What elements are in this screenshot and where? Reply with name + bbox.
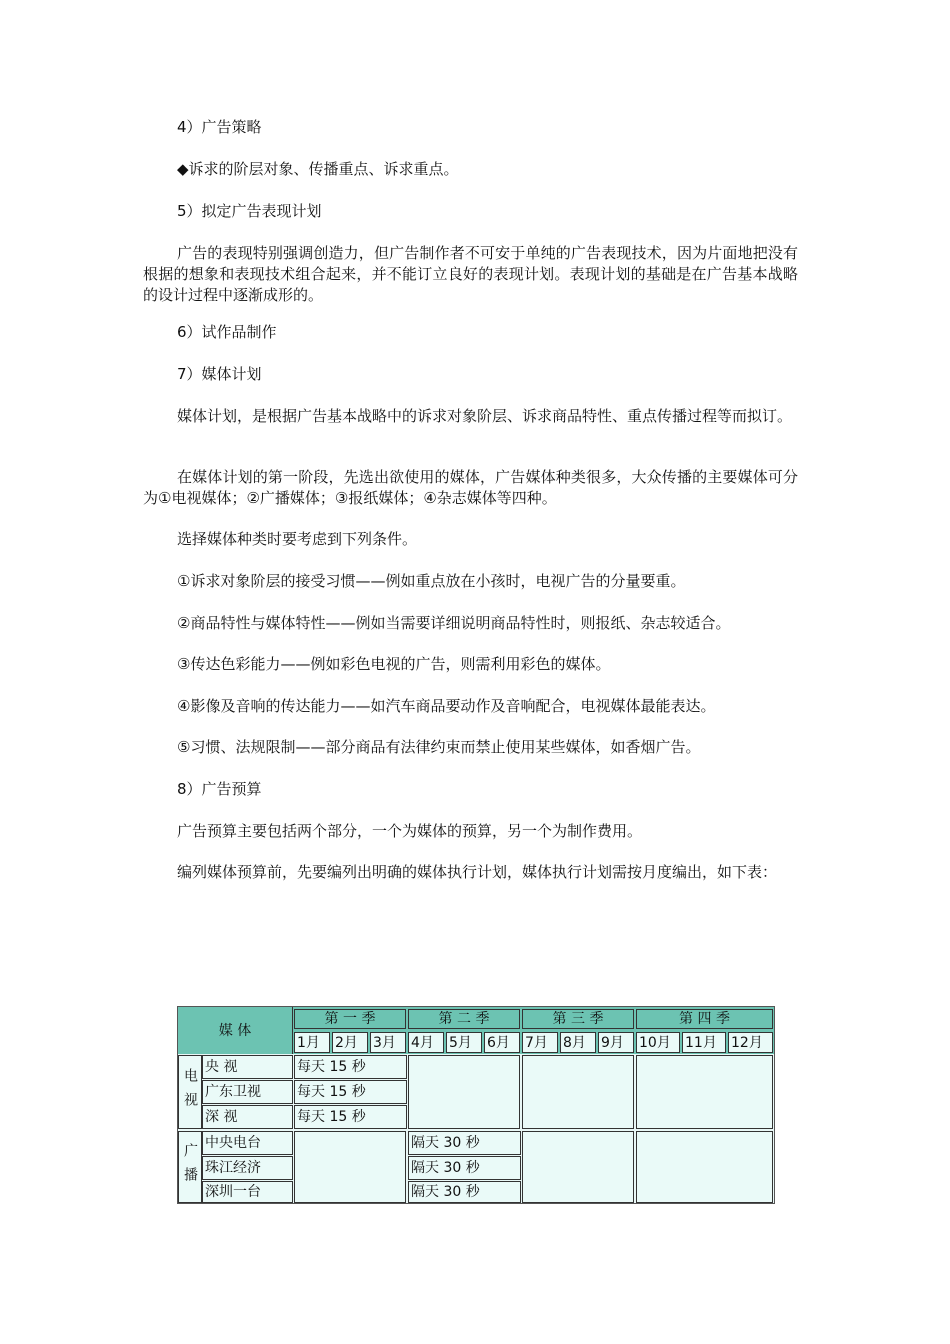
channel-cctv: 央 视 (202, 1055, 293, 1079)
bullet-appeal-targets: ◆诉求的阶层对象、传播重点、诉求重点。 (177, 160, 459, 178)
condition-item-2: ②商品特性与媒体特性——例如当需要详细说明商品特性时，则报纸、杂志较适合。 (177, 614, 731, 632)
channel-shenzhen-tv: 深 视 (202, 1105, 293, 1129)
media-schedule-table (177, 1006, 775, 1204)
radio-schedule-cell: 隔天 30 秒 (408, 1156, 521, 1180)
tv-schedule-cell: 每天 15 秒 (294, 1055, 407, 1079)
tv-group-text: 电视 (182, 1068, 198, 1116)
quarter-header-q1: 第 一 季 (294, 1009, 406, 1029)
tv-schedule-cell: 每天 15 秒 (294, 1080, 407, 1104)
channel-shenzhen-radio: 深圳一台 (202, 1181, 293, 1203)
radio-group-label (178, 1131, 202, 1203)
month-header: 1月 (294, 1032, 330, 1053)
paragraph-budget-schedule: 编列媒体预算前，先要编列出明确的媒体执行计划，媒体执行计划需按月度编出，如下表： (177, 863, 778, 881)
month-header: 5月 (446, 1032, 482, 1053)
tv-q2-empty (408, 1055, 520, 1129)
radio-group-text: 广播 (182, 1143, 198, 1191)
paragraph-media-plan-def: 媒体计划，是根据广告基本战略中的诉求对象阶层、诉求商品特性、重点传播过程等而拟订。 (177, 407, 793, 425)
quarter-header-q2: 第 二 季 (408, 1009, 520, 1029)
tv-q3-empty (522, 1055, 634, 1129)
paragraph-media-plan-stage: 在媒体计划的第一阶段，先选出欲使用的媒体，广告媒体种类很多，大众传播的主要媒体可分为①电视媒体；②广播媒体；③报纸媒体；④杂志媒体等四种。 (143, 468, 798, 507)
radio-schedule-cell: 隔天 30 秒 (408, 1131, 521, 1155)
month-header: 8月 (560, 1032, 596, 1053)
condition-item-1: ①诉求对象阶层的接受习惯——例如重点放在小孩时，电视广告的分量要重。 (177, 572, 686, 590)
paragraph-conditions-intro: 选择媒体种类时要考虑到下列条件。 (177, 530, 418, 548)
channel-guangdong-tv: 广东卫视 (202, 1080, 293, 1104)
month-header: 9月 (598, 1032, 634, 1053)
heading-media-plan: 7）媒体计划 (177, 365, 262, 383)
month-header: 6月 (484, 1032, 520, 1053)
paragraph-expression-plan: 广告的表现特别强调创造力，但广告制作者不可安于单纯的广告表现技术，因为片面地把没有根据的想象和表现技术组合起来，并不能订立良好的表现计划。表现计划的基础是在广告基本战略的设计过程中逐渐成形的。 (143, 244, 798, 304)
month-header: 11月 (682, 1032, 726, 1053)
channel-pearl-river: 珠江经济 (202, 1156, 293, 1180)
condition-item-5: ⑤习惯、法规限制——部分商品有法律约束而禁止使用某些媒体，如香烟广告。 (177, 738, 701, 756)
month-header: 12月 (728, 1032, 773, 1053)
tv-schedule-cell: 每天 15 秒 (294, 1105, 407, 1129)
paragraph-budget-parts: 广告预算主要包括两个部分，一个为媒体的预算，另一个为制作费用。 (177, 822, 643, 840)
heading-ad-budget: 8）广告预算 (177, 780, 262, 798)
quarter-header-q3: 第 三 季 (522, 1009, 634, 1029)
radio-q3-empty (522, 1131, 634, 1203)
heading-expression-plan: 5）拟定广告表现计划 (177, 202, 322, 220)
quarter-header-q4: 第 四 季 (636, 1009, 773, 1029)
month-header: 7月 (522, 1032, 558, 1053)
tv-q4-empty (636, 1055, 773, 1129)
heading-ad-strategy: 4）广告策略 (177, 118, 262, 136)
tv-group-label (178, 1055, 202, 1129)
condition-item-4: ④影像及音响的传达能力——如汽车商品要动作及音响配合，电视媒体最能表达。 (177, 697, 716, 715)
heading-trial-production: 6）试作品制作 (177, 323, 277, 341)
condition-item-3: ③传达色彩能力——例如彩色电视的广告，则需利用彩色的媒体。 (177, 655, 611, 673)
month-header: 2月 (332, 1032, 368, 1053)
radio-q4-empty (636, 1131, 773, 1203)
month-header: 4月 (408, 1032, 444, 1053)
radio-q1-empty (294, 1131, 406, 1203)
radio-schedule-cell: 隔天 30 秒 (408, 1181, 521, 1203)
channel-cnr: 中央电台 (202, 1131, 293, 1155)
media-header: 媒 体 (178, 1007, 293, 1054)
month-header: 3月 (370, 1032, 406, 1053)
month-header: 10月 (636, 1032, 680, 1053)
